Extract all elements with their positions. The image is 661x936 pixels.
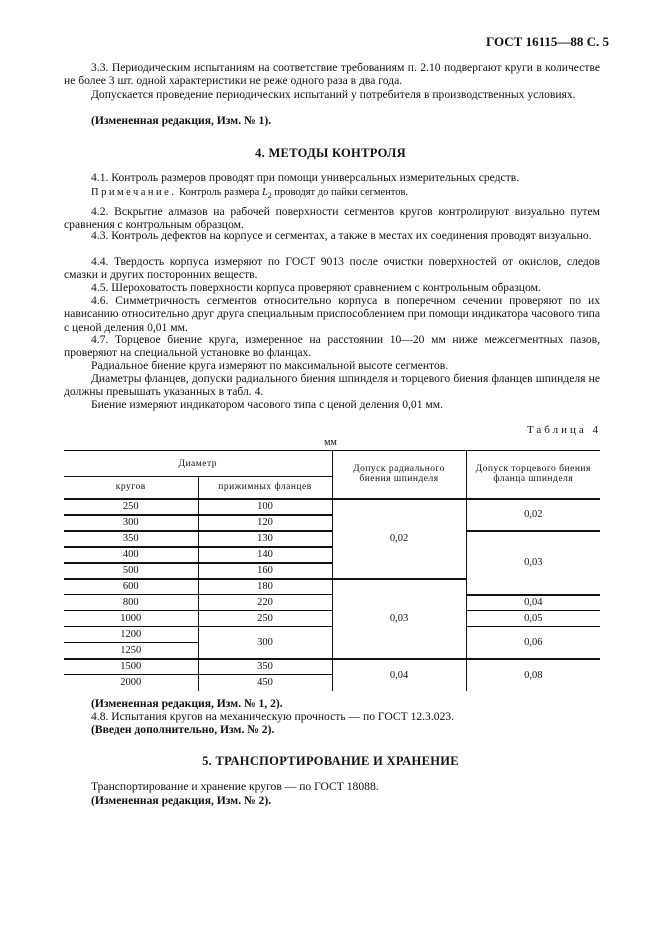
paragraph-4-1: 4.1. Контроль размеров проводят при помощи универсальных измерительных средств.: [91, 171, 520, 184]
note-text-a: Контроль размера: [179, 187, 260, 198]
note-label: Примечание.: [91, 187, 177, 198]
header-radial-runout: Допуск радиального биения шпинделя: [332, 451, 466, 499]
amendment-note-2: (Измененная редакция, Изм. № 2).: [91, 794, 272, 807]
section-4-title: 4. МЕТОДЫ КОНТРОЛЯ: [255, 146, 406, 160]
cell-wheel: 2000: [120, 677, 142, 689]
note: [64, 186, 600, 203]
paragraph-4-7-flanges: Диаметры фланцев, допуски радиального биения шпинделя и торцевого биения фланцев шпинделя не должны превышать указанных в табл. 4.: [64, 372, 600, 399]
note-text-b: проводят до пайки сегментов.: [274, 187, 409, 198]
cell-wheel: 300: [64, 515, 198, 531]
cell-wheel: 1200: [64, 627, 198, 643]
page-header: ГОСТ 16115—88 С. 5: [486, 34, 609, 49]
cell-wheel: 400: [64, 547, 198, 563]
cell-wheel: 800: [64, 595, 198, 611]
header-face-runout: Допуск торцевого биения фланца шпинделя: [466, 451, 600, 499]
cell-face: 0,08: [466, 659, 600, 691]
cell-wheel: 250: [64, 499, 198, 515]
cell-wheel: 1500: [64, 659, 198, 675]
header-wheels: кругов: [64, 477, 198, 499]
section-5-title: 5. ТРАНСПОРТИРОВАНИЕ И ХРАНЕНИЕ: [202, 754, 459, 768]
cell-face: 0,03: [466, 531, 600, 595]
paragraph-4-4: 4.4. Твердость корпуса измеряют по ГОСТ 9013 после очистки поверхностей от окислов, следов смазки и других посторонних веществ.: [64, 255, 600, 282]
paragraph-4-7-radial: Радиальное биение круга измеряют по максимальной высоте сегментов.: [91, 359, 449, 372]
paragraph-4-6: 4.6. Симметричность сегментов относительно корпуса в поперечном сечении проверяют по их нависанию относительно друг друга специальным приспособлением при помощи индикатора часового типа с ценой деления 0,01 мм.: [64, 294, 600, 334]
cell-radial: 0,02: [332, 499, 466, 579]
cell-radial: 0,04: [332, 659, 466, 691]
table-units: мм: [324, 437, 337, 448]
cell-flange: 300: [198, 627, 332, 659]
amendment-note-1: (Измененная редакция, Изм. № 1).: [91, 114, 272, 127]
cell-wheel: 1250: [64, 643, 198, 659]
cell-wheel: 600: [64, 579, 198, 595]
cell-flange: 250: [198, 611, 332, 627]
cell-flange: 350: [198, 659, 332, 675]
amendment-note-1-2: (Измененная редакция, Изм. № 1, 2).: [91, 697, 283, 710]
header-diameter: Диаметр: [64, 451, 332, 477]
paragraph-4-7-indicator: Биение измеряют индикатором часового типа с ценой деления 0,01 мм.: [91, 398, 443, 411]
cell-flange: 100: [198, 499, 332, 515]
cell-wheel: 1000: [64, 611, 198, 627]
cell-face: 0,05: [466, 611, 600, 627]
cell-wheel: 350: [64, 531, 198, 547]
cell-flange: 220: [198, 595, 332, 611]
paragraph-3-3-cont: Допускается проведение периодических испытаний у потребителя в производственных условиях.: [91, 88, 576, 101]
cell-flange: 180: [198, 579, 332, 595]
paragraph-3-3: 3.3. Периодическим испытаниям на соответствие требованиям п. 2.10 подвергают круги в количестве не более 3 шт. одной характеристики не реже одного раза в два года.: [64, 61, 600, 88]
cell-wheel: 500: [64, 563, 198, 579]
cell-face: 0,06: [466, 627, 600, 659]
paragraph-4-5: 4.5. Шероховатость поверхности корпуса проверяют сравнением с контрольным образцом.: [91, 281, 541, 294]
paragraph-4-2: 4.2. Вскрытие алмазов на рабочей поверхности сегментов кругов контролируют визуально путем сравнения с контрольным образцом.: [64, 205, 600, 232]
table-caption: Таблица 4: [526, 424, 601, 436]
table-4: [64, 450, 600, 691]
cell-radial: 0,03: [332, 579, 466, 659]
cell-flange: 450: [198, 675, 332, 691]
paragraph-4-3: 4.3. Контроль дефектов на корпусе и сегментах, а также в местах их соединения проводят визуально.: [91, 229, 592, 242]
note-variable: L: [261, 187, 268, 198]
cell-flange: 120: [198, 515, 332, 531]
paragraph-4-8: 4.8. Испытания кругов на механическую прочность — по ГОСТ 12.3.023.: [91, 710, 455, 723]
paragraph-4-7: 4.7. Торцевое биение круга, измеренное на расстоянии 10—20 мм ниже межсегментных пазов, проверяют на специальной установке во фланцах.: [64, 333, 600, 360]
added-note-2: (Введен дополнительно, Изм. № 2).: [91, 723, 275, 736]
cell-face: 0,02: [466, 499, 600, 531]
paragraph-5: Транспортирование и хранение кругов — по ГОСТ 18088.: [91, 780, 379, 793]
header-flanges: прижимных фланцев: [198, 477, 332, 499]
cell-face: 0,04: [466, 595, 600, 611]
note-subscript: 2: [267, 191, 272, 201]
cell-flange: 130: [198, 531, 332, 547]
cell-flange: 160: [198, 563, 332, 579]
cell-flange: 140: [198, 547, 332, 563]
